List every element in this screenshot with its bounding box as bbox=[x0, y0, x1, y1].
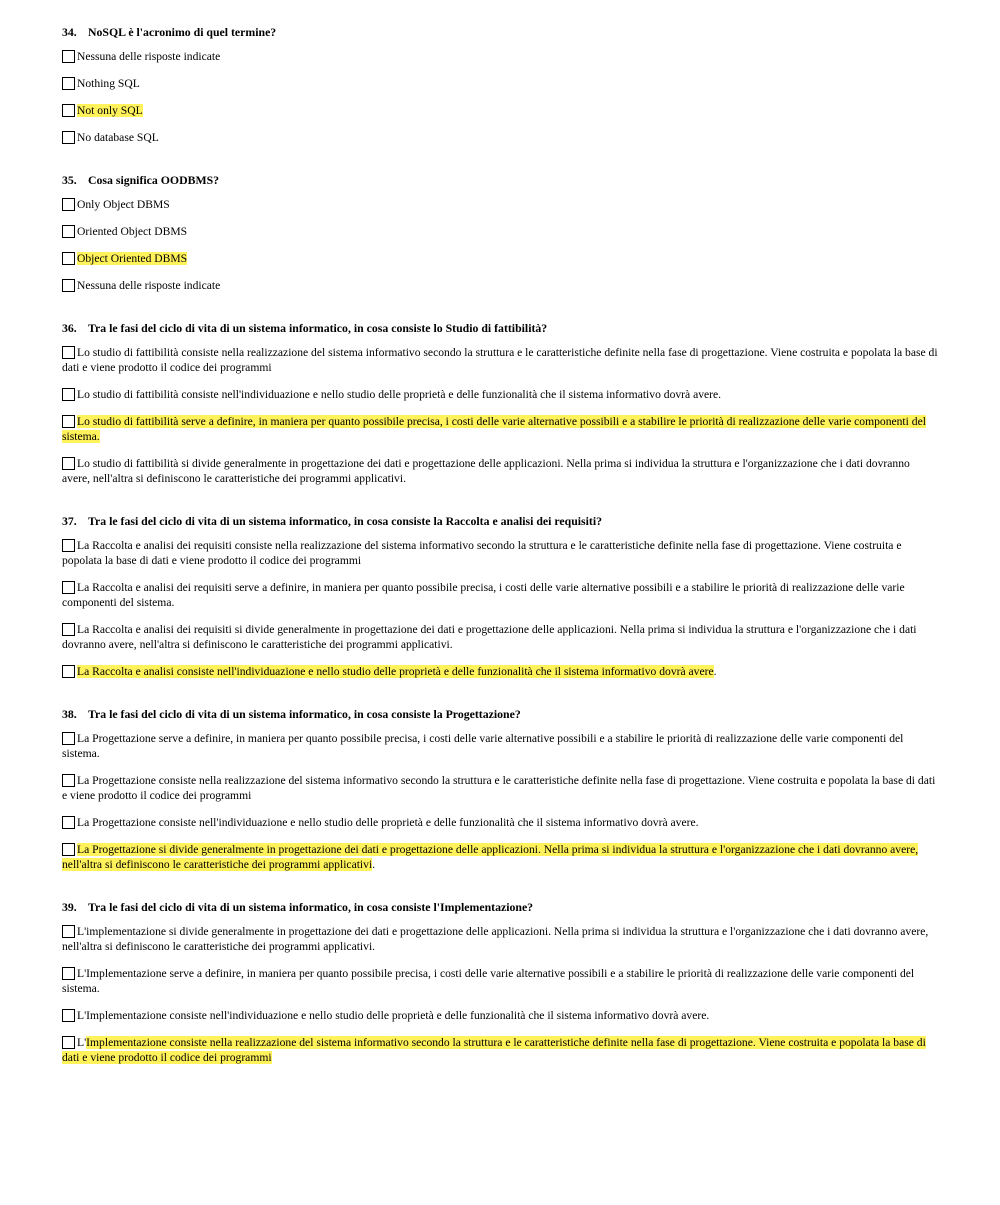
question-text: NoSQL è l'acronimo di quel termine? bbox=[88, 25, 277, 39]
answer-text-highlighted: La Progettazione si divide generalmente in progettazione dei dati e progettazione delle applicazioni. Nella prima si individua la struttura e l'organizzazione che i dati dovranno avere, nell'altra si definiscono le caratteristiche dei programmi applicativi bbox=[62, 843, 919, 871]
answer-option bbox=[62, 387, 938, 402]
checkbox[interactable] bbox=[62, 843, 75, 856]
answer-option-correct bbox=[62, 414, 938, 444]
answer-text: No database SQL bbox=[77, 131, 159, 144]
question-title bbox=[62, 320, 938, 336]
answer-text: Oriented Object DBMS bbox=[77, 225, 188, 238]
question-34 bbox=[62, 24, 938, 145]
checkbox[interactable] bbox=[62, 1009, 75, 1022]
question-number: 35. bbox=[62, 173, 77, 187]
answer-option bbox=[62, 924, 938, 954]
answer-option bbox=[62, 278, 938, 293]
question-35 bbox=[62, 172, 938, 293]
answer-option bbox=[62, 966, 938, 996]
checkbox[interactable] bbox=[62, 623, 75, 636]
answer-option bbox=[62, 197, 938, 212]
checkbox[interactable] bbox=[62, 581, 75, 594]
answer-prefix: L' bbox=[77, 1036, 87, 1049]
question-text: Tra le fasi del ciclo di vita di un sistema informatico, in cosa consiste l'Implementazione? bbox=[88, 900, 534, 914]
answer-text: La Progettazione consiste nella realizzazione del sistema informativo secondo la struttura e le caratteristiche definite nella fase di progettazione. Viene costruita e popolata la base di dati e viene prodotto il codice dei programmi bbox=[62, 774, 936, 802]
checkbox[interactable] bbox=[62, 131, 75, 144]
checkbox[interactable] bbox=[62, 925, 75, 938]
answer-text: L'Implementazione serve a definire, in maniera per quanto possibile precisa, i costi delle varie alternative possibili e a stabilire le priorità di realizzazione delle varie componenti del sistema. bbox=[62, 967, 915, 995]
answer-option-correct bbox=[62, 251, 938, 266]
checkbox[interactable] bbox=[62, 1036, 75, 1049]
answer-option bbox=[62, 622, 938, 652]
answer-text: Only Object DBMS bbox=[77, 198, 170, 211]
answer-option bbox=[62, 224, 938, 239]
question-36 bbox=[62, 320, 938, 486]
question-37 bbox=[62, 513, 938, 679]
answer-option bbox=[62, 538, 938, 568]
question-number: 38. bbox=[62, 707, 77, 721]
question-text: Tra le fasi del ciclo di vita di un sistema informatico, in cosa consiste la Progettazione? bbox=[88, 707, 521, 721]
question-title bbox=[62, 24, 938, 40]
answer-text-highlighted: Lo studio di fattibilità serve a definire, in maniera per quanto possibile precisa, i costi delle varie alternative possibili e a stabilire le priorità di realizzazione delle varie componenti del sistema. bbox=[62, 415, 926, 443]
answer-text: Nothing SQL bbox=[77, 77, 140, 90]
answer-option-correct bbox=[62, 664, 938, 679]
checkbox[interactable] bbox=[62, 77, 75, 90]
checkbox[interactable] bbox=[62, 774, 75, 787]
checkbox[interactable] bbox=[62, 198, 75, 211]
answer-suffix: . bbox=[713, 665, 717, 678]
answer-text: Lo studio di fattibilità si divide generalmente in progettazione dei dati e progettazione delle applicazioni. Nella prima si individua la struttura e l'organizzazione che i dati dovranno avere, nell'altra si definiscono le caratteristiche dei programmi applicativi. bbox=[62, 457, 910, 485]
answer-text: La Progettazione consiste nell'individuazione e nello studio delle proprietà e delle funzionalità che il sistema informativo dovrà avere. bbox=[77, 816, 699, 829]
checkbox[interactable] bbox=[62, 539, 75, 552]
answer-option-correct bbox=[62, 103, 938, 118]
checkbox[interactable] bbox=[62, 225, 75, 238]
answer-option bbox=[62, 1008, 938, 1023]
checkbox[interactable] bbox=[62, 279, 75, 292]
answer-option bbox=[62, 731, 938, 761]
answer-option bbox=[62, 815, 938, 830]
answer-text: Lo studio di fattibilità consiste nell'individuazione e nello studio delle proprietà e delle funzionalità che il sistema informativo dovrà avere. bbox=[77, 388, 722, 401]
answer-option-correct bbox=[62, 1035, 938, 1065]
question-38 bbox=[62, 706, 938, 872]
question-number: 39. bbox=[62, 900, 77, 914]
answer-text-highlighted: Implementazione consiste nella realizzazione del sistema informativo secondo la struttura e le caratteristiche definite nella fase di progettazione. Viene costruita e popolata la base di dati e viene prodotto il codice dei programmi bbox=[62, 1036, 926, 1064]
question-title bbox=[62, 899, 938, 915]
checkbox[interactable] bbox=[62, 346, 75, 359]
answer-option bbox=[62, 130, 938, 145]
question-number: 36. bbox=[62, 321, 77, 335]
checkbox[interactable] bbox=[62, 252, 75, 265]
answer-suffix: . bbox=[372, 858, 376, 871]
question-number: 34. bbox=[62, 25, 77, 39]
question-text: Tra le fasi del ciclo di vita di un sistema informatico, in cosa consiste la Raccolta e analisi dei requisiti? bbox=[88, 514, 603, 528]
answer-text: L'Implementazione consiste nell'individuazione e nello studio delle proprietà e delle funzionalità che il sistema informativo dovrà avere. bbox=[77, 1009, 710, 1022]
answer-text-highlighted: Object Oriented DBMS bbox=[77, 252, 188, 265]
checkbox[interactable] bbox=[62, 104, 75, 117]
checkbox[interactable] bbox=[62, 967, 75, 980]
answer-text-highlighted: Not only SQL bbox=[77, 104, 143, 117]
question-title bbox=[62, 513, 938, 529]
checkbox[interactable] bbox=[62, 388, 75, 401]
answer-text-highlighted: La Raccolta e analisi consiste nell'individuazione e nello studio delle proprietà e delle funzionalità che il sistema informativo dovrà avere bbox=[77, 665, 714, 678]
answer-text: Nessuna delle risposte indicate bbox=[77, 279, 221, 292]
checkbox[interactable] bbox=[62, 732, 75, 745]
answer-option-correct bbox=[62, 842, 938, 872]
checkbox[interactable] bbox=[62, 816, 75, 829]
checkbox[interactable] bbox=[62, 665, 75, 678]
checkbox[interactable] bbox=[62, 415, 75, 428]
answer-option bbox=[62, 49, 938, 64]
answer-text: L'implementazione si divide generalmente in progettazione dei dati e progettazione delle applicazioni. Nella prima si individua la struttura e l'organizzazione che i dati dovranno avere, nell'altra si definiscono le caratteristiche dei programmi applicativi. bbox=[62, 925, 929, 953]
answer-option bbox=[62, 456, 938, 486]
question-39 bbox=[62, 899, 938, 1065]
answer-option bbox=[62, 76, 938, 91]
question-number: 37. bbox=[62, 514, 77, 528]
answer-text: Nessuna delle risposte indicate bbox=[77, 50, 221, 63]
question-text: Tra le fasi del ciclo di vita di un sistema informatico, in cosa consiste lo Studio di fattibilità? bbox=[88, 321, 548, 335]
checkbox[interactable] bbox=[62, 457, 75, 470]
question-title bbox=[62, 706, 938, 722]
answer-option bbox=[62, 345, 938, 375]
answer-text: La Raccolta e analisi dei requisiti si divide generalmente in progettazione dei dati e progettazione delle applicazioni. Nella prima si individua la struttura e l'organizzazione che i dati dovranno avere, nell'altra si definiscono le caratteristiche dei programmi applicativi. bbox=[62, 623, 917, 651]
answer-text: La Raccolta e analisi dei requisiti consiste nella realizzazione del sistema informativo secondo la struttura e le caratteristiche definite nella fase di progettazione. Viene costruita e popolata la base di dati e viene prodotto il codice dei programmi bbox=[62, 539, 902, 567]
answer-text: La Raccolta e analisi dei requisiti serve a definire, in maniera per quanto possibile precisa, i costi delle varie alternative possibili e a stabilire le priorità di realizzazione delle varie componenti del sistema. bbox=[62, 581, 905, 609]
answer-text: Lo studio di fattibilità consiste nella realizzazione del sistema informativo secondo la struttura e le caratteristiche definite nella fase di progettazione. Viene costruita e popolata la base di dati e viene prodotto il codice dei programmi bbox=[62, 346, 938, 374]
answer-option bbox=[62, 580, 938, 610]
question-text: Cosa significa OODBMS? bbox=[88, 173, 220, 187]
question-title bbox=[62, 172, 938, 188]
answer-option bbox=[62, 773, 938, 803]
answer-text: La Progettazione serve a definire, in maniera per quanto possibile precisa, i costi delle varie alternative possibili e a stabilire le priorità di realizzazione delle varie componenti del sistema. bbox=[62, 732, 904, 760]
checkbox[interactable] bbox=[62, 50, 75, 63]
